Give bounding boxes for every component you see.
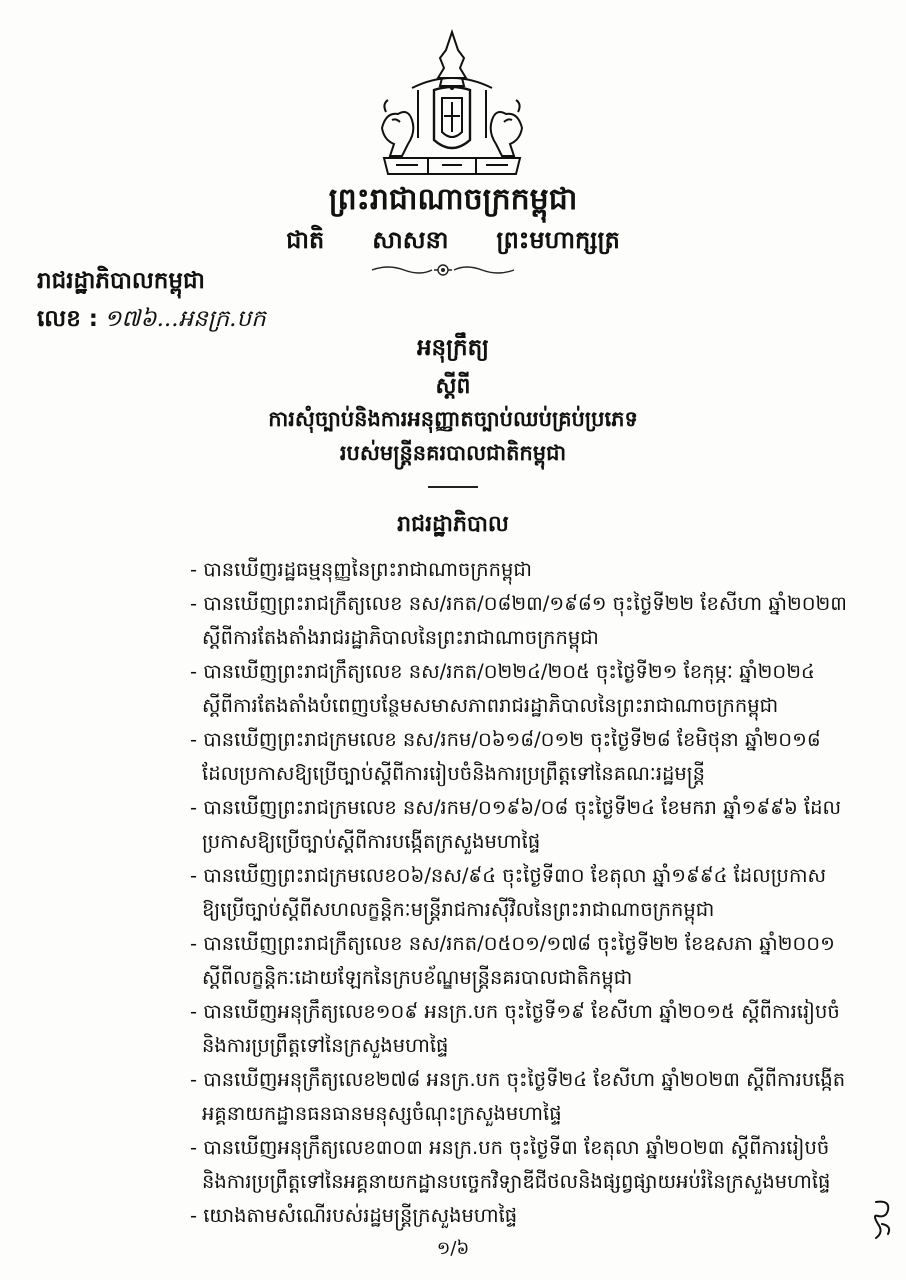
reference-continuation: និងការប្រព្រឹត្តទៅនៃក្រសួងមហាផ្ទៃ	[202, 1034, 449, 1057]
reference-line: - បានឃើញព្រះរាជក្រមលេខ នស/រកម/០៦១៨/០១២ ចុះថ្ងៃទី២៨ ខែមិថុនា ឆ្នាំ២០១៨	[190, 728, 821, 751]
reference-continuation: ឱ្យប្រើច្បាប់ស្តីពីសហលក្ខន្តិកៈមន្ត្រីរាជការស៊ីវិលនៃព្រះរាជាណាចក្រកម្ពុជា	[202, 898, 715, 921]
issuing-authority: រាជរដ្ឋាភិបាលកម្ពុជា	[37, 268, 205, 294]
reference-line: - បានឃើញអនុក្រឹត្យលេខ១០៩ អនក្រ.បក ចុះថ្ងៃទី១៩ ខែសីហា ឆ្នាំ២០១៥ ស្តីពីការរៀបចំ	[190, 1000, 840, 1023]
kingdom-title: ព្រះរាជាណាចក្រកម្ពុជា	[328, 182, 578, 217]
reference-line: - បានឃើញព្រះរាជក្រឹត្យលេខ នស/រកត/០២២៤/២០៥ ចុះថ្ងៃទី២១ ខែកុម្ភៈ ឆ្នាំ២០២៤	[190, 660, 815, 683]
reference-continuation: ស្តីពីការតែងតាំងបំពេញបន្ថែមសមាសភាពរាជរដ្ឋាភិបាលនៃព្រះរាជាណាចក្រកម្ពុជា	[202, 694, 779, 717]
document-about: ស្តីពី	[435, 374, 471, 399]
reference-line: - បានឃើញរដ្ឋធម្មនុញ្ញនៃព្រះរាជាណាចក្រកម្ពុជា	[190, 558, 532, 581]
reference-line: - បានឃើញព្រះរាជក្រមលេខ០៦/នស/៩៤ ចុះថ្ងៃទី៣០ ខែតុលា ឆ្នាំ១៩៩៤ ដែលប្រកាស	[190, 864, 827, 887]
reference-line: - បានឃើញអនុក្រឹត្យលេខ៣០៣ អនក្រ.បក ចុះថ្ងៃទី៣ ខែតុលា ឆ្នាំ២០២៣ ស្តីពីការរៀបចំ	[190, 1136, 830, 1159]
national-motto	[0, 224, 906, 256]
document-number	[37, 303, 266, 335]
reference-continuation: អគ្គនាយកដ្ឋានធនធានមនុស្សចំណុះក្រសួងមហាផ្ទៃ	[202, 1102, 562, 1125]
list-item	[190, 1199, 870, 1233]
list-item	[190, 553, 870, 587]
reference-line: - យោងតាមសំណើរបស់រដ្ឋមន្ត្រីក្រសួងមហាផ្ទៃ	[190, 1204, 518, 1227]
list-item	[190, 995, 870, 1063]
list-item	[190, 1063, 870, 1131]
section-divider	[428, 486, 478, 488]
number-value: ១៧៦...អនក្រ.បក	[104, 306, 266, 332]
reference-line: - បានឃើញព្រះរាជក្រមលេខ នស/រកម/០១៩៦/០៨ ចុះថ្ងៃទី២៤ ខែមករា ឆ្នាំ១៩៩៦ ដែល	[190, 796, 842, 819]
royal-emblem-icon	[372, 28, 532, 178]
reference-line: - បានឃើញអនុក្រឹត្យលេខ២៧៨ អនក្រ.បក ចុះថ្ងៃទី២៤ ខែសីហា ឆ្នាំ២០២៣ ស្តីពីការបង្កើត	[190, 1068, 846, 1091]
reference-continuation: ប្រកាសឱ្យប្រើច្បាប់ស្តីពីការបង្កើតក្រសួងមហាផ្ទៃ	[202, 830, 541, 853]
list-item	[190, 723, 870, 791]
reference-continuation: ស្តីពីការតែងតាំងរាជរដ្ឋាភិបាលនៃព្រះរាជាណាចក្រកម្ពុជា	[202, 626, 599, 649]
list-item	[190, 1131, 870, 1199]
document-type: អនុក្រឹត្យ	[416, 335, 490, 361]
list-item	[190, 655, 870, 723]
list-item	[190, 587, 870, 655]
list-item	[190, 791, 870, 859]
motto-king: ព្រះមហាក្សត្រ	[496, 226, 620, 254]
motto-nation: ជាតិ	[286, 226, 325, 254]
document-subject-line-2: របស់មន្ត្រីនគរបាលជាតិកម្ពុជា	[339, 441, 567, 465]
number-label: លេខ :	[37, 306, 99, 332]
legal-references-list	[190, 553, 870, 1233]
document-subject-line-1: ការសុំច្បាប់និងការអនុញ្ញាតច្បាប់ឈប់គ្រប់ប្រភេទ	[268, 407, 638, 431]
handwritten-initial-icon	[870, 1198, 896, 1242]
list-item	[190, 859, 870, 927]
reference-line: - បានឃើញព្រះរាជក្រឹត្យលេខ នស/រកត/០៥០១/១៧៨ ចុះថ្ងៃទី២២ ខែឧសភា ឆ្នាំ២០០១	[190, 932, 835, 955]
motto-religion: សាសនា	[372, 226, 449, 254]
reference-continuation: ស្តីពីលក្ខន្តិកៈដោយឡែកនៃក្របខ័ណ្ឌមន្ត្រីនគរបាលជាតិកម្ពុជា	[202, 966, 633, 989]
reference-continuation: និងការប្រព្រឹត្តទៅនៃអគ្គនាយកដ្ឋានបច្ចេកវិទ្យាឌីជីថលនិងផ្សព្វផ្សាយអប់រំនៃក្រសួងមហាផ្ទៃ	[202, 1170, 831, 1193]
reference-line: - បានឃើញព្រះរាជក្រឹត្យលេខ នស/រកត/០៨២៣/១៩៨១ ចុះថ្ងៃទី២២ ខែសីហា ឆ្នាំ២០២៣	[190, 592, 847, 615]
government-heading: រាជរដ្ឋាភិបាល	[397, 512, 509, 537]
decorative-ornament-icon	[368, 262, 518, 278]
list-item	[190, 927, 870, 995]
page-number: ១/៦	[436, 1238, 470, 1259]
reference-continuation: ដែលប្រកាសឱ្យប្រើច្បាប់ស្តីពីការរៀបចំនិងការប្រព្រឹត្តទៅនៃគណៈរដ្ឋមន្ត្រី	[202, 762, 705, 785]
